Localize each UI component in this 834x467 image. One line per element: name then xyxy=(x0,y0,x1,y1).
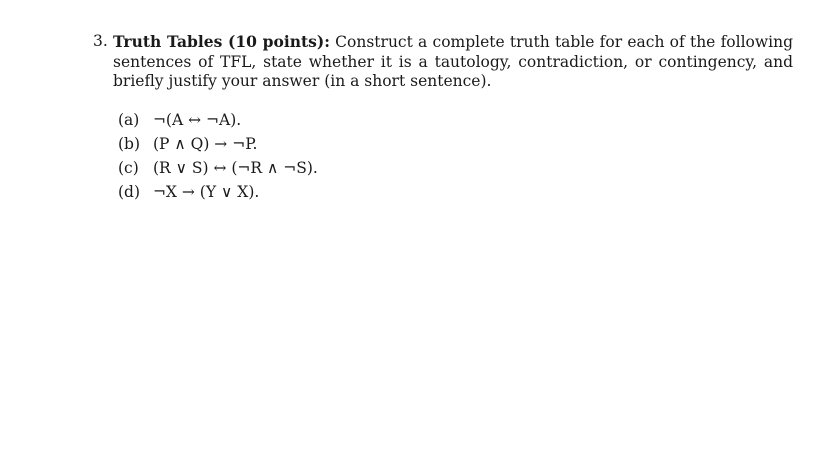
problem-3 xyxy=(93,32,793,204)
problem-number: 3. xyxy=(93,32,108,50)
problem-statement xyxy=(93,32,793,92)
problem-instructions: Construct a complete truth table for each of the following sentences of TFL, state whether it is a tautology, contradiction, or contingency, and briefly justify your answer (in a short sentence). xyxy=(113,33,794,90)
subquestion-label: (a) xyxy=(118,110,140,129)
subquestion-formula: (R ∨ S) ↔ (¬R ∧ ¬S). xyxy=(152,158,318,177)
subquestion-d xyxy=(118,180,793,204)
subquestion-list xyxy=(93,108,793,204)
subquestion-label: (d) xyxy=(118,182,141,201)
subquestion-formula: (P ∧ Q) → ¬P. xyxy=(152,134,258,153)
subquestion-formula: ¬(A ↔ ¬A). xyxy=(152,110,242,129)
problem-title: Truth Tables (10 points): xyxy=(113,32,330,51)
subquestion-formula: ¬X → (Y ∨ X). xyxy=(152,182,260,201)
subquestion-label: (c) xyxy=(118,158,139,177)
subquestion-b xyxy=(118,132,793,156)
subquestion-a xyxy=(118,108,793,132)
subquestion-c xyxy=(118,156,793,180)
subquestion-label: (b) xyxy=(118,134,141,153)
